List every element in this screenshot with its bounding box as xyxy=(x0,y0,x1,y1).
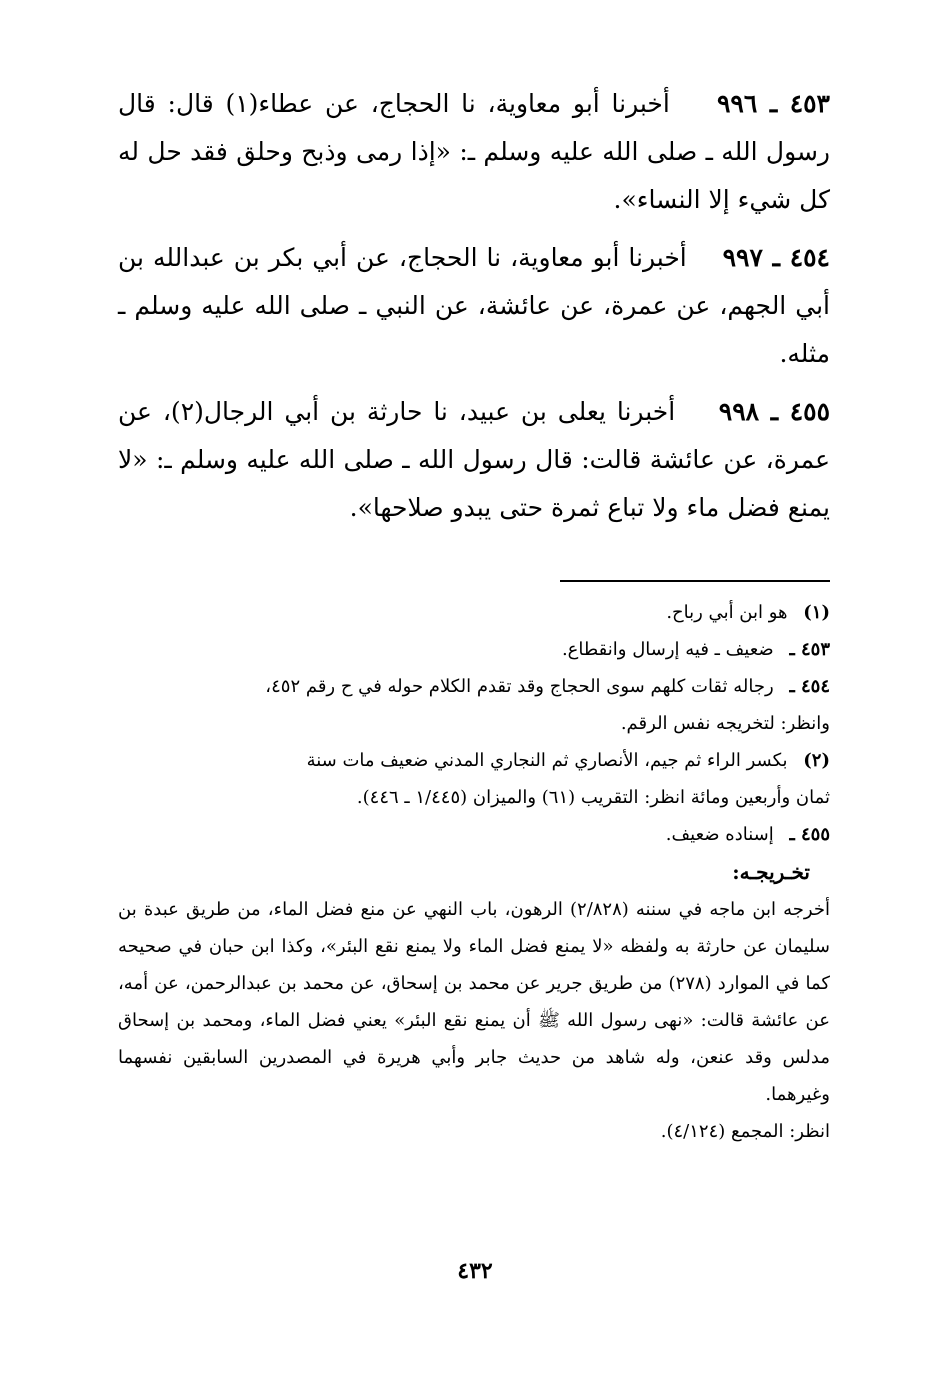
entry-text: أخبرنا أبو معاوية، نا الحجاج، عن عطاء(١) قال: قال رسول الله ـ صلى الله عليه وسلم ـ: «إذا رمى وذبح وحلق فقد حل له كل شيء إلا النساء». xyxy=(118,89,830,214)
footnote-455 xyxy=(118,816,830,853)
footnote-text: ضعيف ـ فيه إرسال وانقطاع. xyxy=(561,639,774,660)
footnote-mark: ٤٥٥ ـ xyxy=(789,824,830,845)
hadith-entry-453 xyxy=(118,80,830,224)
footnote-mark: ٤٥٣ ـ xyxy=(789,639,830,660)
page-body xyxy=(118,80,830,1150)
entry-number: ٤٥٣ ـ ٩٩٦ xyxy=(716,89,830,118)
page-number: ٤٣٢ xyxy=(457,1258,493,1284)
footnote-text: إسناده ضعيف. xyxy=(665,824,774,845)
footnote-mark: (١) xyxy=(803,602,830,623)
footnote-mark: ٤٥٤ ـ xyxy=(789,676,830,697)
entry-number: ٤٥٤ ـ ٩٩٧ xyxy=(722,243,830,272)
hadith-entry-454 xyxy=(118,234,830,378)
footnote-separator xyxy=(560,580,830,582)
footnote-453 xyxy=(118,631,830,668)
footnote-454-continuation: وانظر: لتخريجه نفس الرقم. xyxy=(620,713,830,734)
takhrij-reference: انظر: المجمع (٤/١٢٤). xyxy=(660,1121,830,1142)
entry-text: أخبرنا يعلى بن عبيد، نا حارثة بن أبي الرجال(٢)، عن عمرة، عن عائشة قالت: قال رسول الله ـ صلى الله عليه وسلم ـ: «لا يمنع فضل ماء ولا تباع ثمرة حتى يبدو صلاحها». xyxy=(118,397,830,522)
footnote-text: هو ابن أبي رباح. xyxy=(666,602,788,623)
footnote-mark: (٢) xyxy=(803,750,830,771)
footnote-1 xyxy=(118,594,830,631)
footnote-454 xyxy=(118,668,830,705)
entry-text: أخبرنا أبو معاوية، نا الحجاج، عن أبي بكر بن عبدالله بن أبي الجهم، عن عمرة، عن عائشة، عن النبي ـ صلى الله عليه وسلم ـ مثله. xyxy=(118,243,830,368)
takhrij-text: أخرجه ابن ماجه في سننه (٢/٨٢٨) الرهون، باب النهي عن منع فضل الماء، من طريق عبدة بن سليمان عن حارثة به ولفظه «لا يمنع فضل الماء ولا يمنع نقع البئر»، وكذا ابن حبان في صحيحه كما في الموارد (٢٧٨) من طريق جرير عن محمد بن إسحاق، عن محمد بن عبدالرحمن، عن أمه، عن عائشة قالت: «نهى رسول الله ﷺ أن يمنع نقع البئر» يعني فضل الماء، ومحمد بن إسحاق مدلس وقد عنعن، وله شاهد من حديث جابر وأبي هريرة في المصدرين السابقين نفسهما وغيرهما. xyxy=(118,899,830,1105)
entry-number: ٤٥٥ ـ ٩٩٨ xyxy=(718,397,831,426)
footnote-2-continuation: ثمان وأربعين ومائة انظر: التقريب (٦١) والميزان (١/٤٤٥ ـ ٤٤٦). xyxy=(356,787,830,808)
hadith-entry-455 xyxy=(118,388,830,532)
footnote-text: رجاله ثقات كلهم سوى الحجاج وقد تقدم الكلام حوله في ح رقم ٤٥٢، xyxy=(265,676,774,697)
footnote-text: بكسر الراء ثم جيم، الأنصاري ثم النجاري المدني ضعيف مات سنة xyxy=(306,750,788,771)
takhrij-heading: تخـريجـه: xyxy=(732,860,810,884)
footnote-2 xyxy=(118,742,830,779)
